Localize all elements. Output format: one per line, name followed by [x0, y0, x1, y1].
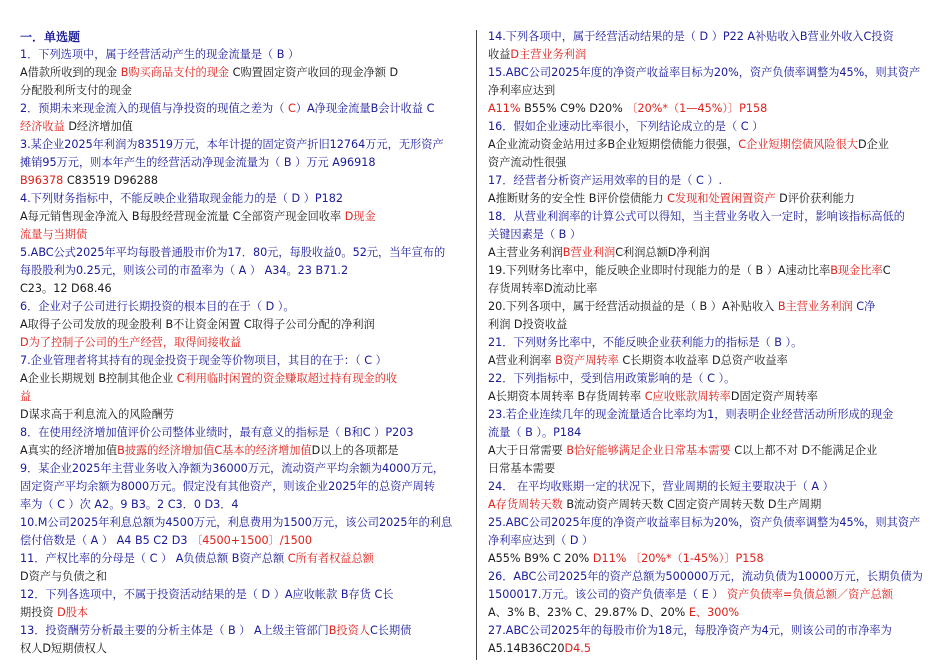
left-text-line: [20, 172, 465, 190]
question-text: 12．下列各选项中，不属于投资活动结果的是（ D ）A应收帐款 B存货 C长: [20, 588, 394, 601]
right-text-line: [488, 478, 933, 496]
answer-text: B主营业务利润: [777, 300, 853, 313]
right-text-line: [488, 388, 933, 406]
question-text: A、3% B、23% C、29.87% D、20%: [488, 606, 689, 619]
answer-text: C应收账款周转率: [644, 390, 731, 403]
right-text-line: [488, 460, 933, 478]
left-text-line: [20, 46, 465, 64]
answer-text: A11%: [488, 102, 521, 115]
left-text-line: [20, 640, 465, 658]
right-column: [488, 28, 933, 658]
left-text-line: [20, 388, 465, 406]
answer-text: 流量与当期债: [20, 228, 88, 241]
question-text: D资产与负债之和: [20, 570, 107, 583]
question-text: 11．产权比率的分母是（ C ） A负债总额 B资产总额: [20, 552, 288, 565]
question-text: 摊销95万元，则本年产生的经营活动净现金流量为（ B ）万元 A96918: [20, 156, 376, 169]
question-text: 9．某企业2025年主营业务收入净额为36000万元，流动资产平均余额为4000万元，: [20, 462, 445, 475]
answer-text: C企业短期偿债风险很大: [738, 138, 858, 151]
question-text: C83519 D96288: [63, 174, 158, 187]
question-text: 18．从营业利润率的计算公式可以得知，当主营业务收入一定时，影响该指标高低的: [488, 210, 905, 223]
right-text-line: [488, 406, 933, 424]
answer-text: B现金比率: [830, 264, 883, 277]
question-text: 净利率应达到: [488, 84, 556, 97]
question-text: A企业流动资金站用过多B企业短期偿债能力很强，: [488, 138, 739, 151]
question-text: 1．下列选项中，属于经营活动产生的现金流量是（ B ）: [20, 48, 300, 61]
question-text: C长期债: [369, 624, 412, 637]
left-text-line: [20, 244, 465, 262]
answer-text: D为了控制子公司的生产经营，取得间接收益: [20, 336, 242, 349]
question-text: B流动资产周转天数 C固定资产周转天数 D生产周期: [562, 498, 822, 511]
answer-text: 〔20%*（1—45%）〕P158: [626, 102, 768, 115]
left-text-line: [20, 64, 465, 82]
question-text: A长期资本周转率 B存货周转率: [488, 390, 645, 403]
left-text-line: [20, 622, 465, 640]
question-text: C净: [852, 300, 876, 313]
question-text: A每元销售现金净流入 B每股经营现金流量 C全部资产现金回收率: [20, 210, 345, 223]
right-text-line: [488, 568, 933, 586]
left-column: [20, 28, 465, 658]
right-text-line: [488, 442, 933, 460]
question-text: 8．在使用经济增加值评价公司整体业绩时，最有意义的指标是（ B和C ）P203: [20, 426, 414, 439]
question-text: 流量（ B ）。P184: [488, 426, 582, 439]
right-text-line: [488, 424, 933, 442]
right-text-line: [488, 640, 933, 658]
answer-text: B披露的经济增加值C基本的经济增加值: [117, 444, 312, 457]
answer-text: 〔4500+1500〕/1500: [191, 534, 313, 547]
right-text-line: [488, 136, 933, 154]
answer-text: D主营业务利润: [510, 48, 587, 61]
question-text: 净利率应达到（ D ）: [488, 534, 594, 547]
question-text: D谋求高于利息流入的风险酬劳: [20, 408, 175, 421]
question-text: A大于日常需要: [488, 444, 567, 457]
question-text: A推断财务的安全性 B评价偿债能力: [488, 192, 668, 205]
question-text: C: [882, 264, 891, 277]
question-text: 19.下列财务比率中，能反映企业即时付现能力的是（ B ）A速动比率: [488, 264, 831, 277]
question-text: D评价获利能力: [775, 192, 855, 205]
question-text: A借款所收到的现金: [20, 66, 121, 79]
right-text-line: [488, 280, 933, 298]
left-text-line: [20, 442, 465, 460]
question-text: 权人D短期债权人: [20, 642, 107, 655]
question-text: C利润总额D净利润: [615, 246, 710, 259]
question-text: 14.下列各项中，属于经营活动结果的是（ D ）P22 A补贴收入B营业外收入C投资: [488, 30, 894, 43]
question-text: 存货周转率D流动比率: [488, 282, 598, 295]
question-text: 27.ABC公司2025年的每股市价为18元，每股净资产为4元，则该公司的市净率为: [488, 624, 892, 637]
right-text-line: [488, 64, 933, 82]
answer-text: D11% 〔20%*（1-45%）〕P158: [592, 552, 764, 565]
left-text-line: [20, 280, 465, 298]
question-text: D企业: [857, 138, 889, 151]
right-text-line: [488, 226, 933, 244]
question-text: 10.M公司2025年利息总额为4500万元，利息费用为1500万元，该公司2025年的利息: [20, 516, 453, 529]
answer-text: B资产周转率: [555, 354, 619, 367]
question-text: C以上都不对 D不能满足企业: [730, 444, 878, 457]
question-text: 分配股利所支付的现金: [20, 84, 132, 97]
question-text: 7.企业管理者将其持有的现金投资于现金等价物项目，其目的在于：（ C ）: [20, 354, 387, 367]
right-text-line: [488, 550, 933, 568]
right-text-line: [488, 118, 933, 136]
question-text: 关键因素是（ B ）: [488, 228, 582, 241]
answer-text: 经济收益: [20, 120, 65, 133]
left-text-line: [20, 118, 465, 136]
question-text: 利润 D投资收益: [488, 318, 568, 331]
right-text-line: [488, 514, 933, 532]
answer-text: A存货周转天数: [488, 498, 563, 511]
question-text: A营业利润率: [488, 354, 556, 367]
left-text-line: [20, 334, 465, 352]
left-text-line: [20, 568, 465, 586]
answer-text: B投资人: [328, 624, 370, 637]
question-text: 26．ABC公司2025年的资产总额为500000万元，流动负债为10000万元，长期负债为: [488, 570, 923, 583]
right-text-line: [488, 316, 933, 334]
question-text: 6．企业对子公司进行长期投资的根本目的在于（ D ）。: [20, 300, 295, 313]
question-text: C购置固定资产收回的现金净额 D: [229, 66, 399, 79]
left-text-line: [20, 604, 465, 622]
question-text: 16．假如企业速动比率很小，下列结论成立的是（ C ）: [488, 120, 764, 133]
right-text-line: [488, 100, 933, 118]
left-text-line: [20, 406, 465, 424]
right-text-line: [488, 244, 933, 262]
question-text: 21．下列财务比率中，不能反映企业获利能力的指标是（ B ）。: [488, 336, 803, 349]
answer-text: D4.5: [564, 642, 591, 655]
answer-text: C利用临时闲置的资金赚取超过持有现金的收: [176, 372, 398, 385]
left-text-line: [20, 496, 465, 514]
question-text: D固定资产周转率: [730, 390, 818, 403]
left-text-line: [20, 514, 465, 532]
right-text-line: [488, 604, 933, 622]
left-text-line: [20, 532, 465, 550]
question-text: 每股股利为0.25元，则该公司的市盈率为（ A ） A34。23 B71.2: [20, 264, 349, 277]
question-text: 4.下列财务指标中，不能反映企业猎取现金能力的是（ D ）P182: [20, 192, 344, 205]
question-text: 率为（ C ）次 A2。9 B3。2 C3．0 D3．4: [20, 498, 239, 511]
right-text-line: [488, 154, 933, 172]
right-text-line: [488, 352, 933, 370]
left-text-line: [20, 262, 465, 280]
answer-text: D股本: [57, 606, 89, 619]
left-text-line: [20, 478, 465, 496]
left-text-line: [20, 136, 465, 154]
question-text: 23.若企业连续几年的现金流量适合比率均为1，则表明企业经营活动所形成的现金: [488, 408, 894, 421]
question-text: 22．下列指标中，受到信用政策影响的是（ C ）。: [488, 372, 736, 385]
left-text-line: [20, 298, 465, 316]
right-text-line: [488, 622, 933, 640]
left-text-line: [20, 460, 465, 478]
left-text-line: [20, 82, 465, 100]
question-text: 15.ABC公司2025年度的净资产收益率目标为20%，资产负债率调整为45%，则其资产: [488, 66, 921, 79]
left-text-line: [20, 550, 465, 568]
right-text-line: [488, 586, 933, 604]
answer-text: B恰好能够满足企业日常基本需要: [566, 444, 731, 457]
right-text-line: [488, 262, 933, 280]
question-text: 20.下列各项中，属于经营活动损益的是（ B ）A补贴收入: [488, 300, 778, 313]
left-text-line: [20, 100, 465, 118]
answer-text: C所有者权益总额: [287, 552, 374, 565]
question-text: 2．预期未来现金流入的现值与净投资的现值之差为（: [20, 102, 288, 115]
question-text: 日常基本需要: [488, 462, 556, 475]
question-text: 期投资: [20, 606, 58, 619]
right-text-line: [488, 532, 933, 550]
left-text-line: [20, 370, 465, 388]
answer-text: B购买商品支付的现金: [120, 66, 230, 79]
right-text-line: [488, 82, 933, 100]
question-text: 13．投资酬劳分析最主要的分析主体是（ B ） A上级主管部门: [20, 624, 329, 637]
left-text-line: [20, 424, 465, 442]
question-text: 17．经营者分析资产运用效率的目的是（ C ）.: [488, 174, 723, 187]
question-text: A55% B9% C 20%: [488, 552, 593, 565]
question-text: A取得子公司发放的现金股利 B不让资金闲置 C取得子公司分配的净利润: [20, 318, 375, 331]
question-text: D经济增加值: [64, 120, 133, 133]
left-text-line: [20, 352, 465, 370]
question-text: B55% C9% D20%: [520, 102, 627, 115]
question-text: 资产流动性很强: [488, 156, 567, 169]
right-text-line: [488, 46, 933, 64]
answer-text: 益: [20, 390, 32, 403]
answer-text: E、300%: [688, 606, 740, 619]
question-text: A主营业务利润: [488, 246, 563, 259]
question-text: D以上的各项都是: [311, 444, 399, 457]
right-text-line: [488, 496, 933, 514]
question-text: 5.ABC公式2025年平均每股普通股市价为17．80元，每股收益0。52元，当年宣布的: [20, 246, 446, 259]
right-text-line: [488, 298, 933, 316]
question-text: 24． 在平均收账期一定的状况下，营业周期的长短主要取决于（ A ）: [488, 480, 834, 493]
question-text: 3.某企业2025年利润为83519万元，本年计提的固定资产折旧12764万元，无形资产: [20, 138, 444, 151]
left-text-line: [20, 154, 465, 172]
answer-text: B营业利润: [562, 246, 616, 259]
left-text-line: [20, 316, 465, 334]
right-text-line: [488, 334, 933, 352]
question-text: 25.ABC公司2025年度的净资产收益率目标为20%，资产负债率调整为45%，则其资产: [488, 516, 921, 529]
question-text: 收益: [488, 48, 511, 61]
column-divider: [476, 30, 477, 660]
right-text-line: [488, 370, 933, 388]
question-text: ）A净现金流量B会计收益 C: [295, 102, 435, 115]
question-text: C长期资本收益率 D总资产收益率: [618, 354, 788, 367]
right-text-line: [488, 190, 933, 208]
answer-text: C发现和处置闲置资产: [667, 192, 776, 205]
right-text-line: [488, 172, 933, 190]
right-text-line: [488, 28, 933, 46]
question-text: 1500017.万元。该公司的资产负债率是（ E ）: [488, 588, 727, 601]
left-text-line: [20, 586, 465, 604]
question-text: A企业长期规划 B控制其他企业: [20, 372, 177, 385]
question-text: A真实的经济增加值: [20, 444, 118, 457]
answer-text: B96378: [20, 174, 64, 187]
answer-text: D现金: [344, 210, 376, 223]
question-text: 固定资产平均余额为8000万元。假定没有其他资产，则该企业2025年的总资产周转: [20, 480, 435, 493]
question-text: C23。12 D68.46: [20, 282, 112, 295]
left-text-line: [20, 208, 465, 226]
section-title: 一．单选题: [20, 30, 81, 44]
answer-text: C: [288, 102, 296, 115]
question-text: 偿付倍数是（ A ） A4 B5 C2 D3: [20, 534, 192, 547]
left-text-line: [20, 226, 465, 244]
right-text-line: [488, 208, 933, 226]
question-text: A5.14B36C20: [488, 642, 565, 655]
answer-text: 资产负债率=负债总额／资产总额: [726, 588, 893, 601]
left-text-line: [20, 190, 465, 208]
